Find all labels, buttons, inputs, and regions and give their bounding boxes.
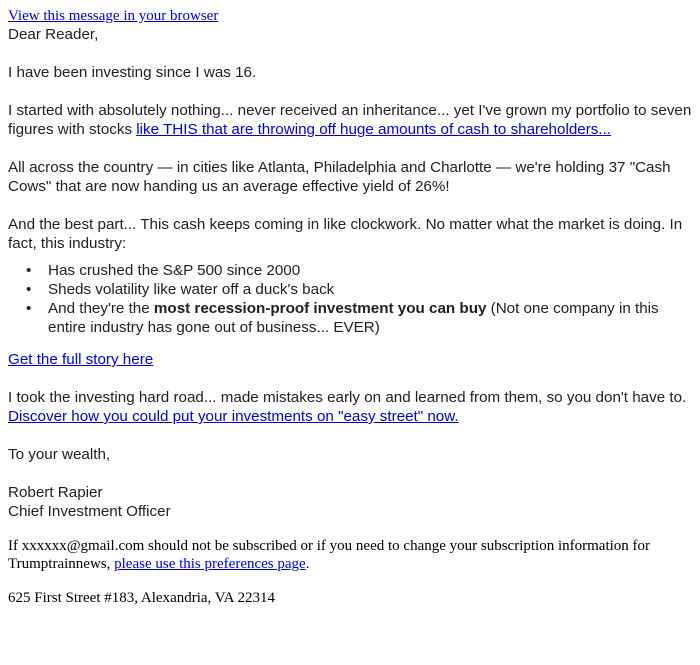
benefits-list <box>8 261 696 337</box>
signature-name: Robert Rapier <box>8 484 103 501</box>
postal-address: 625 First Street #183, Alexandria, VA 22314 <box>8 590 275 606</box>
list-item <box>26 261 696 280</box>
bullet-text-3-bold: most recession-proof investment you can buy <box>153 300 487 317</box>
bullet-icon: • <box>26 281 32 298</box>
full-story-link[interactable]: Get the full story here <box>8 351 154 368</box>
list-item <box>26 280 696 299</box>
paragraph-hard-road: I took the investing hard road... made mistakes early on and learned from them, so you don't have to. <box>8 389 687 406</box>
bullet-text-3-pre: And they're the <box>48 300 154 317</box>
footer <box>8 537 696 607</box>
cta-row <box>8 350 696 369</box>
cash-stocks-link[interactable]: like THIS that are throwing off huge amounts of cash to shareholders... <box>136 121 612 138</box>
greeting: Dear Reader, <box>8 26 99 43</box>
view-in-browser-row <box>8 7 696 25</box>
unsubscribe-end: . <box>305 556 310 572</box>
paragraph-best-part: And the best part... This cash keeps coming in like clockwork. No matter what the market is doing. In fact, this industry: <box>8 216 683 252</box>
unsubscribe-notice <box>8 537 696 573</box>
bullet-text-2: Sheds volatility like water off a duck's back <box>48 281 335 298</box>
unsubscribe-text: If xxxxxx@gmail.com should not be subscribed or if you need to change your subscription information for Trumptrainnews, <box>8 538 651 572</box>
bullet-icon: • <box>26 262 32 279</box>
easy-street-row <box>8 407 696 426</box>
closing: To your wealth, <box>8 446 111 463</box>
view-in-browser-link[interactable]: View this message in your browser <box>8 8 219 24</box>
paragraph-started-with-nothing <box>8 101 696 139</box>
paragraph-started-text: I started with absolutely nothing... never received an inheritance... yet I've grown my portfolio to seven figures with stocks <box>8 102 692 138</box>
paragraph-investing-since: I have been investing since I was 16. <box>8 64 257 81</box>
preferences-link[interactable]: please use this preferences page <box>114 556 306 572</box>
email-body <box>8 7 696 607</box>
bullet-text-3-post: (Not one company in this entire industry has gone out of business... EVER) <box>48 300 659 336</box>
easy-street-link[interactable]: Discover how you could put your investments on "easy street" now. <box>8 408 459 425</box>
bullet-text-1: Has crushed the S&P 500 since 2000 <box>48 262 301 279</box>
message-content <box>8 25 696 521</box>
signature-title: Chief Investment Officer <box>8 503 171 520</box>
paragraph-cash-cows: All across the country — in cities like Atlanta, Philadelphia and Charlotte — we're holding 37 "Cash Cows" that are now handing us an average effective yield of 26%! <box>8 159 671 195</box>
list-item <box>26 299 696 337</box>
bullet-icon: • <box>26 300 32 317</box>
